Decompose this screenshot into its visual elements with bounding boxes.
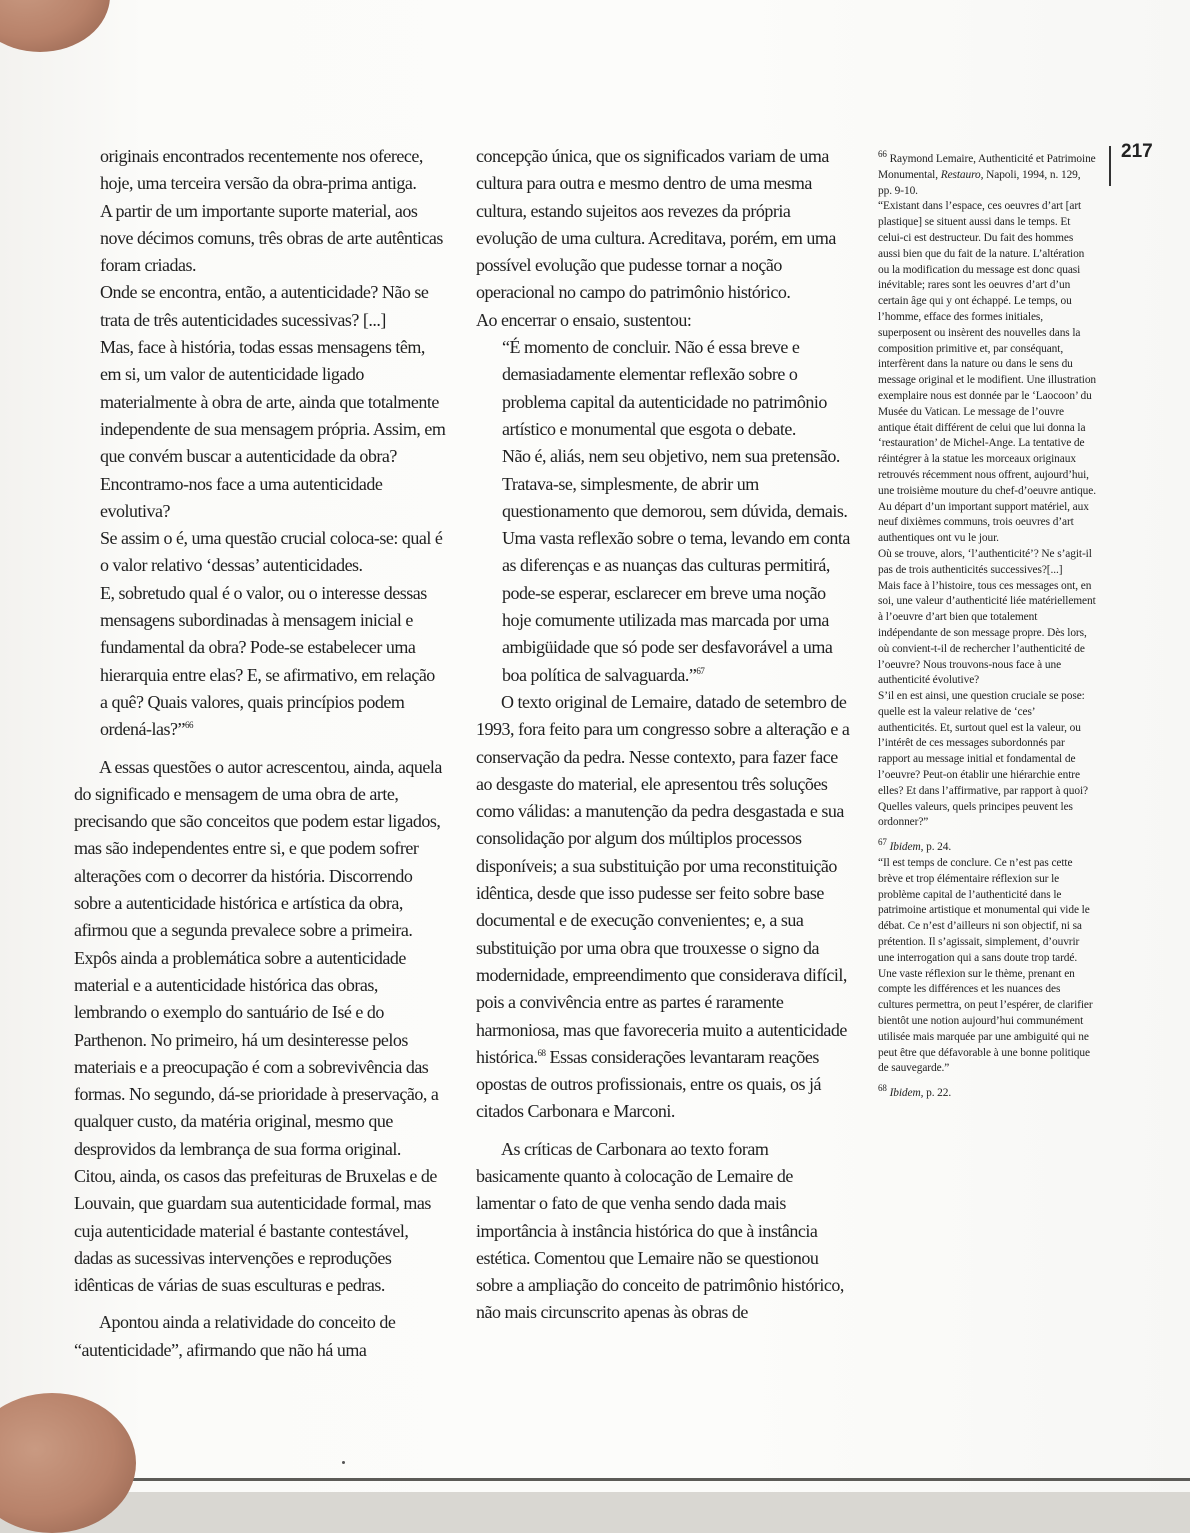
paragraph: A essas questões o autor acrescentou, ainda, aquela do significado e mensagem de uma obra de arte, precisando que são conceitos que podem estar ligados, mas são independentes entre si, e que podem sofrer alterações com o decorrer da história. Discorrendo sobre a autenticidade histórica e artística da obra, afirmou que a segunda prevalece sobre a primeira. Expôs ainda a problemática sobre a autenticidade material e a autenticidade histórica das obras, lembrando o exemplo do santuário de Isé e do Parthenon. No primeiro, há um desinteresse pelos materiais e a preocupação é com a sobrevivência das formas. No segundo, dá-se prioridade à preservação, a qualquer custo, da matéria original, mesmo que desprovidos da lembrança de sua forma original. Citou, ainda, os casos das prefeituras de Bruxelas e de Louvain, que guardam sua autenticidade formal, mas cuja autenticidade material é bastante contestável, dadas as sucessivas intervenções e reproduções idênticas de várias de suas esculturas e pedras. [74,756,442,1296]
print-speck [342,1461,345,1464]
paragraph: A partir de um importante suporte material, aos nove décimos comuns, três obras de arte autênticas foram criadas. [100,200,443,276]
paragraph: Ao encerrar o ensaio, sustentou: [476,309,692,330]
paragraph: concepção única, que os significados variam de uma cultura para outra e mesmo dentro de uma mesma cultura, estando sujeitos aos revezes da própria evolução de uma cultura. Acreditava, porém, em uma possível evolução que pudesse tornar a noção operacional no campo do patrimônio histórico. [476,146,836,303]
footnote-66 [878,149,1096,199]
paragraph: Se assim o é, uma questão crucial coloca-se: qual é o valor relativo ‘dessas’ autenticidades. [100,528,443,576]
footnote-text: Où se trouve, alors, ‘l’authenticité’? Ne s’agit-il pas de trois authenticités successives?[...] [878,547,1092,576]
block-quote: “É momento de concluir. Não é essa breve e demasiadamente elementar reflexão sobre o problema capital da autenticidade no patrimônio artístico e monumental que esgota o debate. [502,337,827,439]
footnote-67 [878,837,1096,856]
paragraph: As críticas de Carbonara ao texto foram basicamente quanto à colocação de Lemaire de lamentar o fato de que venha sendo dada mais importância à instância histórica do que à instância estética. Comentou que Lemaire não se questionou sobre a ampliação do conceito de patrimônio histórico, não mais circunscrito apenas às obras de [476,1138,844,1323]
page-number-rule [1109,146,1111,186]
footnote-text: Mais face à l’histoire, tous ces messages ont, en soi, une valeur d’authenticité liée matériellement à l’oeuvre d’art bien que totalement indépendante de son message propre. Dès lors, où convient-t-il de rechercher l’authenticité de l’oeuvre? Nous trouvons-nous face à une authenticité évolutive? [878,579,1096,687]
footnote-text: “Il est temps de conclure. Ce n’est pas cette brève et trop élémentaire réflexion sur le problème capital de l’authenticité dans le patrimoine artistique et monumental qui vide le débat. Ce n’est d’ailleurs ni son objectif, ni sa prétention. Il s’agissait, simplement, d’ouvrir une interrogation qui a sans doute trop tardé. Une vaste réflexion sur le thème, prenant en compte les différences et les nuances des cultures permettra, on peut l’espérer, de clarifier bientôt une notion aujourd’hui communément utilisée mais marquée par une ambiguité qui ne peut être que défavorable à une bonne politique de sauvegarde.” [878,857,1093,1075]
footnote-page: p. 22. [926,1087,952,1100]
paragraph-text: Essas considerações levantaram reações opostas de outros profissionais, entre os quais, os já citados Carbonara e Marconi. [476,1046,821,1122]
middle-column [476,143,850,1327]
footnote-source: Ibidem, [889,841,924,854]
footnotes-column [878,149,1097,1102]
paragraph-text: E, sobretudo qual é o valor, ou o interesse dessas mensagens subordinadas à mensagem inicial e fundamental da obra? Pode-se estabelecer uma hierarquia entre elas? E, se afirmativo, em relação a quê? Quais valores, quais princípios podem ordená-las?” [100,582,435,740]
paragraph: Mas, face à história, todas essas mensagens têm, em si, um valor de autenticidade ligado materialmente à obra de arte, ainda que totalmente independente de sua mensagem própria. Assim, em que convém buscar a autenticidade da obra? Encontramo-nos face a uma autenticidade evolutiva? [100,337,446,521]
footnote-journal: Restauro, [940,168,984,181]
footnote-text: S’il en est ainsi, une question cruciale se pose: quelle est la valeur relative de ‘ces’ authenticités. Et, surtout quel est la valeur, ou l’intérêt de ces messages subordonnés par rapport au message initial et fondamental de l’oeuvre? Peut-on établir une hiérarchie entre elles? Et dans l’affirmative, par rapport à quoi? Quelles valeurs, quels principes peuvent les ordonner?” [878,690,1088,829]
footnote-page: p. 24. [926,841,952,854]
footnote-source: Ibidem, [889,1087,924,1100]
footnote-number: 67 [878,837,887,848]
footnote-source: Raymond Lemaire, Authenticité et Patrimoine Monumental, [878,153,1096,181]
footnote-source: Napoli, 1994, n. 129, pp. 9-10. [878,168,1081,197]
footnote-ref-67: 67 [696,665,705,676]
footnote-68 [878,1083,1096,1102]
page-number: 217 [1121,141,1153,162]
block-quote [476,443,850,689]
paragraph [476,689,850,1126]
footnote-ref-66: 66 [184,720,193,731]
paragraph: Apontou ainda a relatividade do conceito de “autenticidade”, afirmando que não há uma [74,1312,396,1360]
footnote-text: “Existant dans l’espace, ces oeuvres d’art [art plastique] se situent aussi dans le temps. Et celui-ci est destructeur. Du fait des hommes aussi bien que du fait de la nature. L’altération ou la modification du message est donc quasi inévitable; rares sont les oeuvres d’art d’un certain âge qui y ont échappé. Le temps, ou l’homme, efface des formes initiales, superposent ou insèrent des nouvelles dans la composition primitive et, par conséquant, interfèrent dans la nature ou dans le sens du message original et le modifient. Une illustration exemplaire nous est donnée par le ‘Laocoon’ du Musée du Vatican. Le message de l’ouvre antique était différent de celui que lui donna la ‘restauration’ de Michel-Ange. La tentative de réintégrer à la statue les morceaux originaux retrouvés récemment nous offrent, aujourd’hui, une troisième mouture du chef-d’oeuvre antique. Au départ d’un important support matériel, aux neuf dixièmes communs, trois oeuvres d’art authentiques ont vu le jour. [878,200,1097,545]
footnote-number: 68 [878,1083,887,1094]
footnote-number: 66 [878,149,887,160]
paragraph: Onde se encontra, então, a autenticidade? Não se trata de três autenticidades sucessivas? [...] [100,282,429,330]
paragraph [74,580,446,744]
paragraph-text: O texto original de Lemaire, datado de setembro de 1993, fora feito para um congresso sobre a alteração e a conservação da pedra. Nesse contexto, para fazer face ao desgaste do material, ele apresentou três soluções como válidas: a manutenção da pedra desgastada e sua consolidação por algum dos múltiplos processos disponíveis; a sua substituição por uma reconstituição idêntica, desde que isso pudesse ser feito sobre base documental e de execução convenientes; e, a sua substituição por uma obra que trouxesse o signo da modernidade, empreendimento que considerava difícil, pois a convivência entre as partes é raramente harmoniosa, mas que favoreceria muito a autenticidade histórica. [476,691,850,1067]
quote-text: Não é, aliás, nem seu objetivo, nem sua pretensão. Tratava-se, simplesmente, de abrir um questionamento que demorou, sem dúvida, demais. Uma vasta reflexão sobre o tema, levando em conta as diferenças e as nuanças das culturas permitirá, pode-se esperar, esclarecer em breve uma noção hoje comumente utilizada mas marcada por uma ambigüidade que só pode ser desfavorável a uma boa política de salvaguarda.” [502,446,850,685]
footnote-ref-68: 68 [537,1047,546,1058]
paragraph: originais encontrados recentemente nos oferece, hoje, uma terceira versão da obra-prima antiga. [100,146,423,194]
left-column [74,143,446,1364]
page-bottom-edge [104,1478,1190,1481]
